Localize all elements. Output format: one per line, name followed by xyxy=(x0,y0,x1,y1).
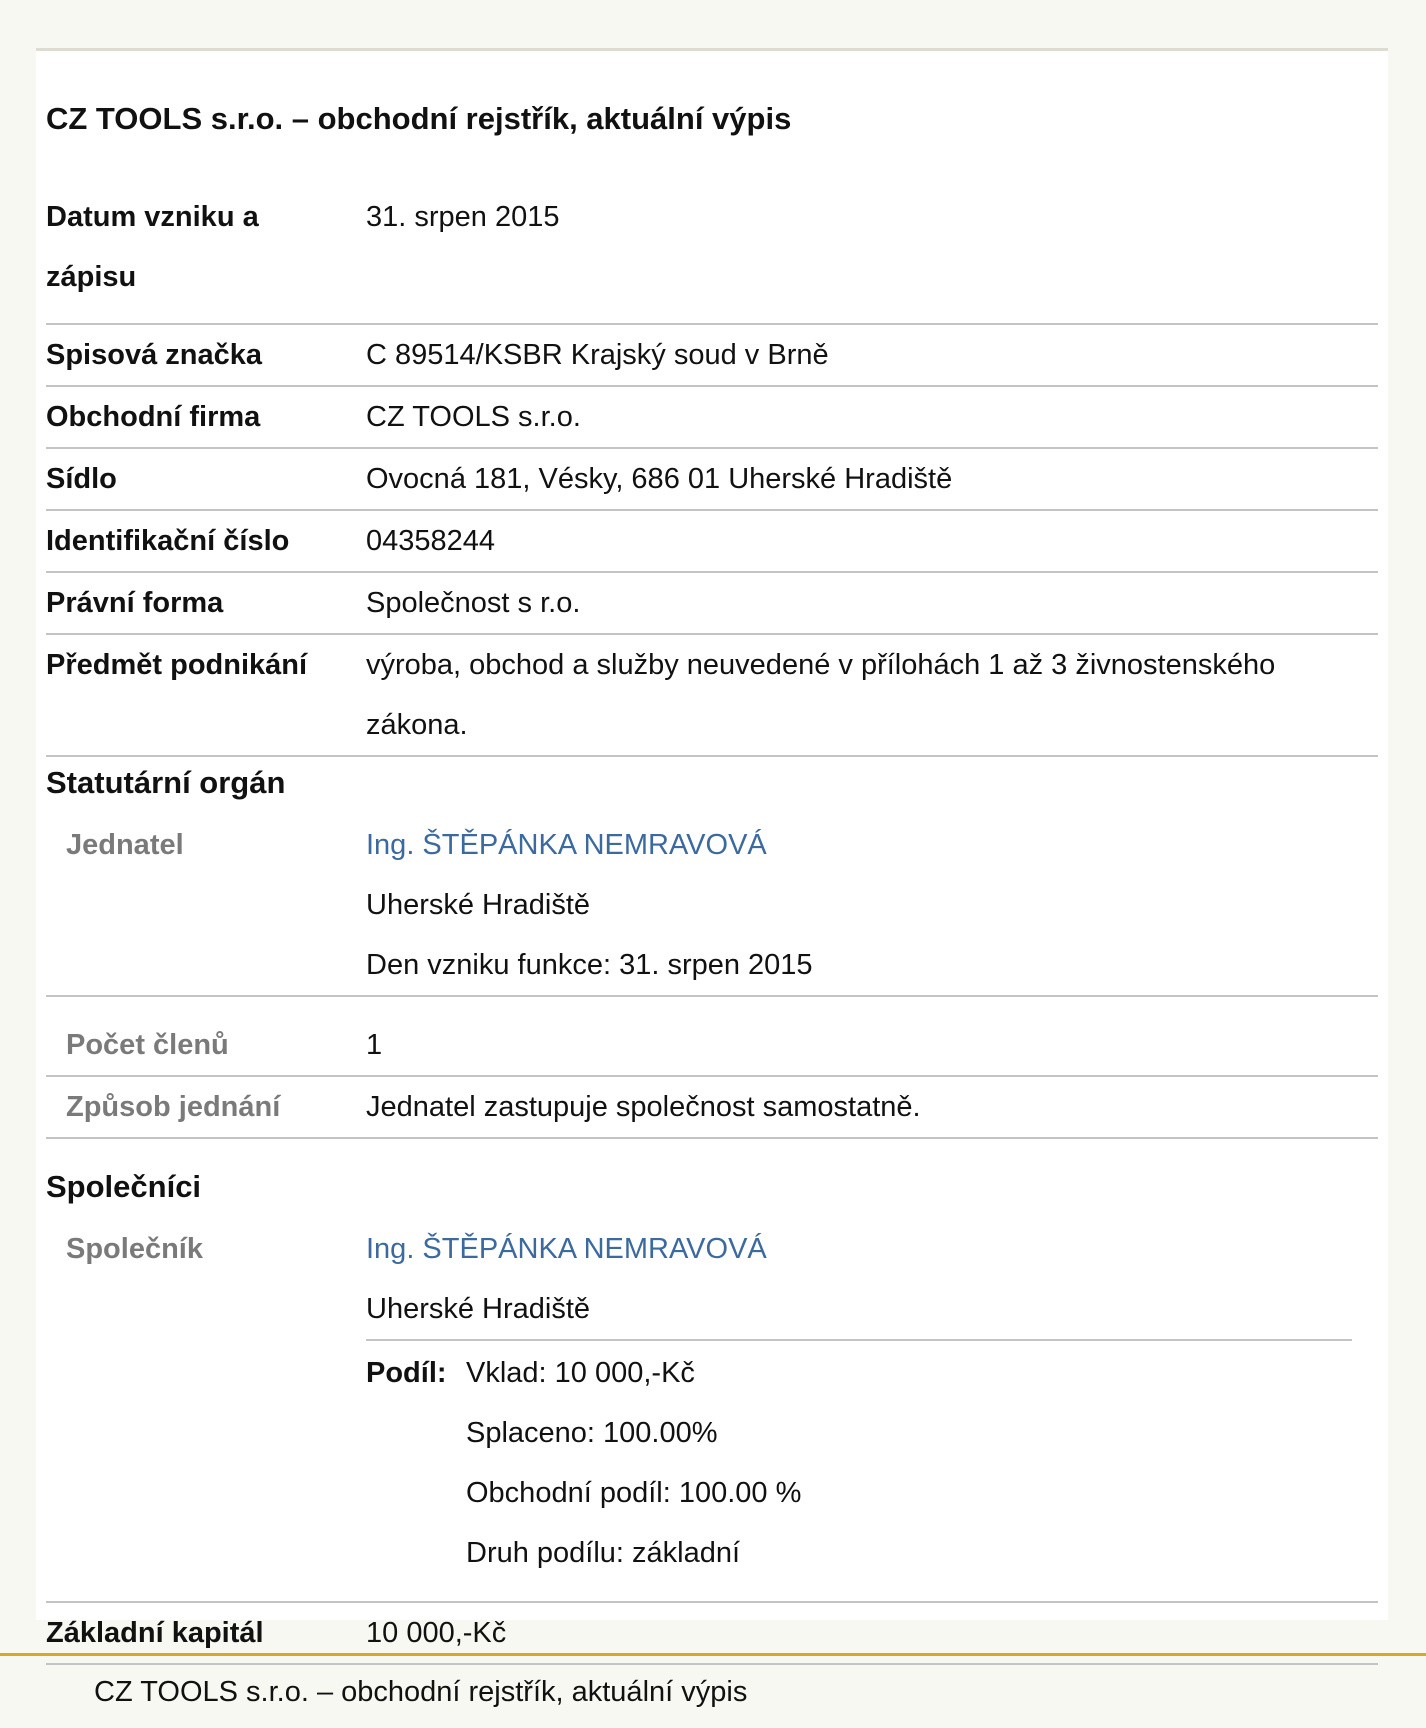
row-spisova-znacka xyxy=(46,325,1378,387)
row-value: 04358244 xyxy=(366,525,496,557)
row-ico xyxy=(46,511,1378,573)
row-value xyxy=(366,635,1366,755)
person-city: Uherské Hradiště xyxy=(366,1293,591,1325)
row-value-line: zákona. xyxy=(366,709,468,741)
row-value: 31. srpen 2015 xyxy=(366,201,560,233)
row-value: Ovocná 181, Vésky, 686 01 Uherské Hradiště xyxy=(366,463,953,495)
row-value: CZ TOOLS s.r.o. xyxy=(366,401,581,433)
row-value: Společnost s r.o. xyxy=(366,587,581,619)
row-label: Datum vzniku a zápisu xyxy=(46,201,259,293)
row-label: Předmět podnikání xyxy=(46,649,308,681)
share-values xyxy=(466,1343,801,1583)
row-value: 10 000,-Kč xyxy=(366,1617,507,1649)
row-predmet-podnikani xyxy=(46,635,1378,757)
person-link[interactable]: Ing. ŠTĚPÁNKA NEMRAVOVÁ xyxy=(366,829,767,861)
row-value xyxy=(366,815,1366,995)
row-spolecnik xyxy=(46,1219,1378,1603)
person-link[interactable]: Ing. ŠTĚPÁNKA NEMRAVOVÁ xyxy=(366,1233,767,1265)
person-since: Den vzniku funkce: 31. srpen 2015 xyxy=(366,949,813,981)
row-value: Jednatel zastupuje společnost samostatně. xyxy=(366,1091,921,1123)
row-label: Spisová značka xyxy=(46,339,262,371)
row-label: Společník xyxy=(66,1233,203,1265)
share-paid: Splaceno: 100.00% xyxy=(466,1417,718,1449)
row-sidlo xyxy=(46,449,1378,511)
page-title: CZ TOOLS s.r.o. – obchodní rejstřík, aktuální výpis xyxy=(46,101,792,136)
section-heading-statutory: Statutární orgán xyxy=(46,765,286,800)
share-deposit: Vklad: 10 000,-Kč xyxy=(466,1357,695,1389)
share-type: Druh podílu: základní xyxy=(466,1537,741,1569)
register-card xyxy=(36,48,1388,1649)
row-label: Právní forma xyxy=(46,587,224,619)
row-datum-vzniku xyxy=(46,187,1378,325)
row-label: Počet členů xyxy=(66,1029,229,1061)
row-label: Způsob jednání xyxy=(66,1091,281,1123)
row-pravni-forma xyxy=(46,573,1378,635)
person-city: Uherské Hradiště xyxy=(366,889,591,921)
row-label: Jednatel xyxy=(66,829,184,861)
row-value-line: výroba, obchod a služby neuvedené v přílohách 1 až 3 živnostenského xyxy=(366,649,1276,681)
row-value: 1 xyxy=(366,1029,383,1061)
row-label: Identifikační číslo xyxy=(46,525,290,557)
share-divider xyxy=(366,1339,1352,1341)
row-label: Obchodní firma xyxy=(46,401,261,433)
share-label: Podíl: xyxy=(366,1357,447,1389)
row-zpusob-jednani xyxy=(46,1077,1378,1139)
row-value: C 89514/KSBR Krajský soud v Brně xyxy=(366,339,829,371)
footer-divider xyxy=(0,1653,1426,1656)
row-label: Základní kapitál xyxy=(46,1617,264,1649)
section-heading-partners: Společníci xyxy=(46,1169,202,1204)
row-value xyxy=(366,1219,1366,1339)
row-jednatel xyxy=(46,815,1378,997)
row-obchodni-firma xyxy=(46,387,1378,449)
share-business: Obchodní podíl: 100.00 % xyxy=(466,1477,802,1509)
footer-title: CZ TOOLS s.r.o. – obchodní rejstřík, aktuální výpis xyxy=(94,1676,748,1708)
row-label: Sídlo xyxy=(46,463,117,495)
row-pocet-clenu xyxy=(46,1015,1378,1077)
